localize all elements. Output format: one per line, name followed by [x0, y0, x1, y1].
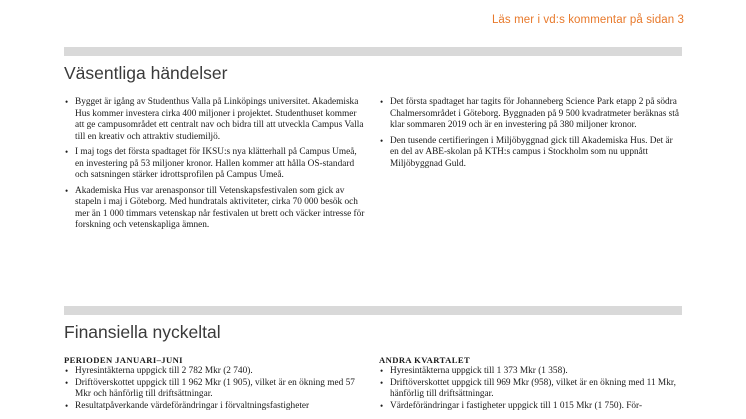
list-item: • Det första spadtaget har tagits för Johanneberg Science Park etapp 2 på södra Chalmersområdet i Göteborg. Byggnaden på 9 500 kvadratmeter beräknas stå klar sommaren 2019 och är en investering på 380 miljoner kronor.: [379, 97, 679, 132]
list-item: • Driftöverskottet uppgick till 1 962 Mkr (1 905), vilket är en ökning med 57 Mkr och hänförlig till driftsättningar.: [64, 378, 366, 401]
list-item: • Värdeförändringar i fastigheter uppgick till 1 015 Mkr (1 750). För-: [379, 401, 679, 413]
list-item: • Driftöverskottet uppgick till 969 Mkr (958), vilket är en ökning med 11 Mkr, hänförlig till driftsättningar.: [379, 378, 679, 401]
list-item: • Bygget är igång av Studenthus Valla på Linköpings universitet. Akademiska Hus kommer investera cirka 400 miljoner i projektet. Studenthuset kommer att ge campusområdet ett centralt nav och bidra till att utveckla Campus Valla till en kreativ och attraktiv studiemiljö.: [64, 97, 366, 143]
financials-right-list: [379, 366, 679, 412]
list-item: • Resultatpåverkande värdeförändringar i förvaltningsfastigheter: [64, 401, 366, 413]
financials-section-title: Finansiella nyckeltal: [64, 322, 221, 342]
period-heading: PERIODEN JANUARI–JUNI: [64, 355, 183, 365]
list-item: • I maj togs det första spadtaget för IKSU:s nya klätterhall på Campus Umeå, en investering på 53 miljoner kronor. Hallen kommer att hålla OS-standard och satsningen stärker idrottsprofilen på Campus Umeå.: [64, 147, 366, 182]
section-divider-financials: [64, 306, 682, 315]
commentary-link[interactable]: Läs mer i vd:s kommentar på sidan 3: [491, 14, 684, 26]
financials-left-column: [64, 355, 366, 412]
events-section-title: Väsentliga händelser: [64, 63, 228, 83]
list-item: • Hyresintäkterna uppgick till 1 373 Mkr (1 358).: [379, 366, 679, 378]
quarter-heading: ANDRA KVARTALET: [379, 355, 471, 365]
financials-right-column: [379, 355, 679, 412]
events-left-list: [64, 97, 366, 232]
list-item: • Den tusende certifieringen i Miljöbyggnad gick till Akademiska Hus. Det är en del av ABE-skolan på KTH:s campus i Stockholm som nu uppnått Miljöbyggnad Guld.: [379, 136, 679, 171]
events-left-column: [64, 97, 366, 236]
list-item: • Hyresintäkterna uppgick till 2 782 Mkr (2 740).: [64, 366, 366, 378]
list-item: • Akademiska Hus var arenasponsor till Vetenskapsfestivalen som gick av stapeln i maj i Göteborg. Med hundratals aktiviteter, cirka 70 000 besök och mer än 1 000 timmars vetenskap når festivalen ut brett och väcker intresse för forskning och vetenskapliga ämnen.: [64, 186, 366, 232]
events-right-list: [379, 97, 679, 170]
events-right-column: [379, 97, 679, 174]
financials-left-list: [64, 366, 366, 412]
section-divider-events: [64, 47, 682, 56]
